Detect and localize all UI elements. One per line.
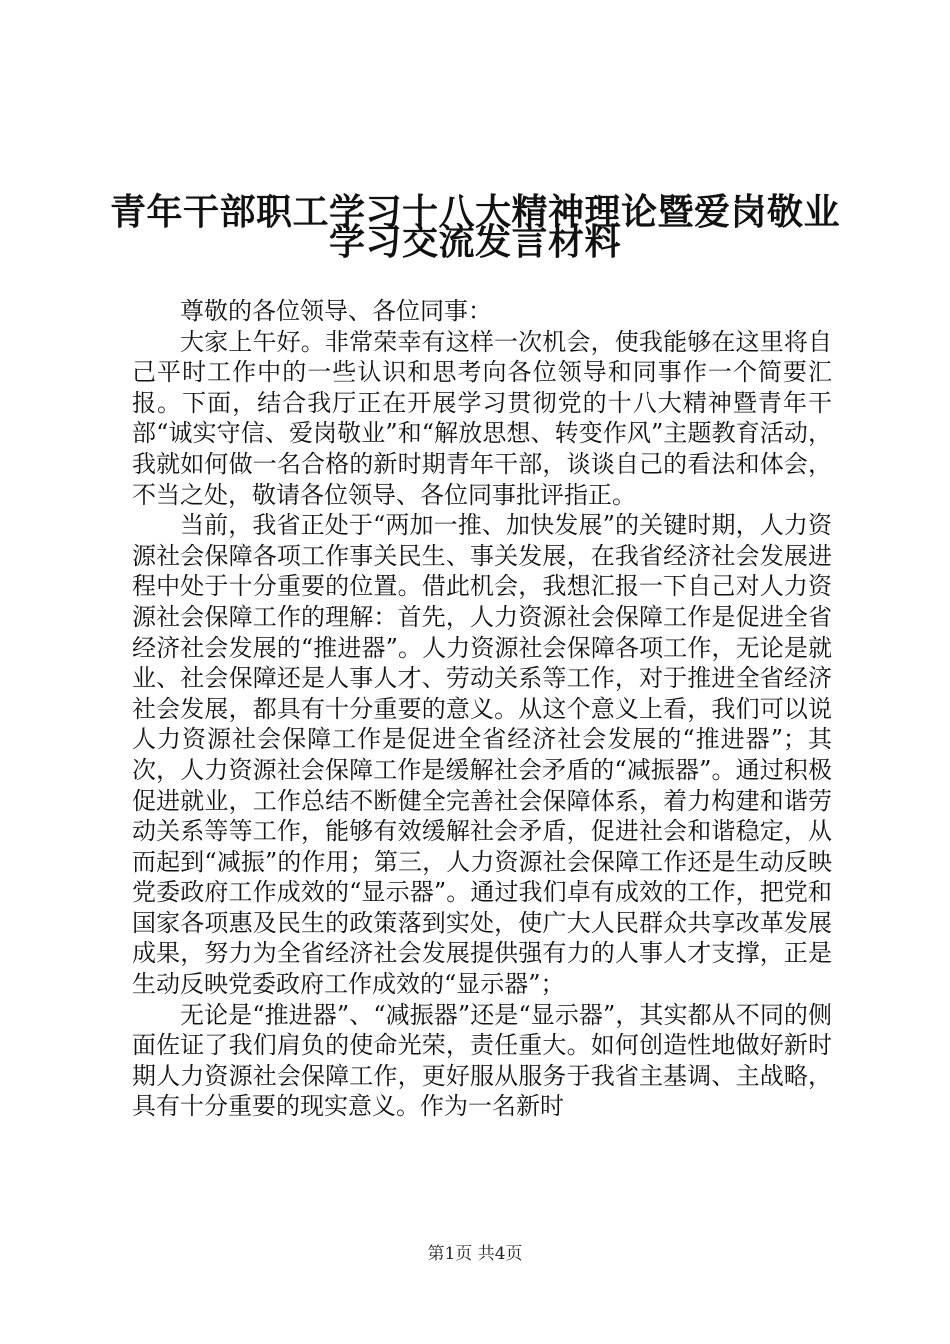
salutation-paragraph: 尊敬的各位领导、各位同事： [180,297,492,325]
body-paragraph: 无论是“推进器”、“减振器”还是“显示器”，其实都从不同的侧面佐证了我们肩负的使命光荣，责任重大。如何创造性地做好新时期人力资源社会保障工作，更好服从服务于我省主基调、主战略，具有十分重要的现实意义。作为一名新时 [132,1000,832,1121]
body-paragraph: 当前，我省正处于“两加一推、加快发展”的关键时期，人力资源社会保障各项工作事关民生、事关发展，在我省经济社会发展进程中处于十分重要的位置。借此机会，我想汇报一下自己对人力资源社会保障工作的理解：首先，人力资源社会保障工作是促进全省经济社会发展的“推进器”。人力资源社会保障各项工作，无论是就业、社会保障还是人事人才、劳动关系等工作，对于推进全省经济社会发展，都具有十分重要的意义。从这个意义上看，我们可以说人力资源社会保障工作是促进全省经济社会发展的“推进器”；其次，人力资源社会保障工作是缓解社会矛盾的“减振器”。通过积极促进就业，工作总结不断健全完善社会保障体系，着力构建和谐劳动关系等等工作，能够有效缓解社会矛盾，促进社会和谐稳定，从而起到“减振”的作用；第三，人力资源社会保障工作还是生动反映党委政府工作成效的“显示器”。通过我们卓有成效的工作，把党和国家各项惠及民生的政策落到实处，使广大人民群众共享改革发展成果，努力为全省经济社会发展提供强有力的人事人才支撑，正是生动反映党委政府工作成效的“显示器”； [132,511,832,999]
document-title-line-2: 学习交流发言材料 [328,221,621,263]
document-body [132,296,832,1122]
body-paragraph: 大家上午好。非常荣幸有这样一次机会，使我能够在这里将自己平时工作中的一些认识和思考向各位领导和同事作一个简要汇报。下面，结合我厅正在开展学习贯彻党的十八大精神暨青年干部“诚实守信、爱岗敬业”和“解放思想、转变作风”主题教育活动，我就如何做一名合格的新时期青年干部，谈谈自己的看法和体会，不当之处，敬请各位领导、各位同事批评指正。 [132,327,832,509]
document-title-line-1: 青年干部职工学习十八大精神理论暨爱岗敬业 [109,191,840,233]
page-number-footer: 第1页 共4页 [427,1244,523,1264]
